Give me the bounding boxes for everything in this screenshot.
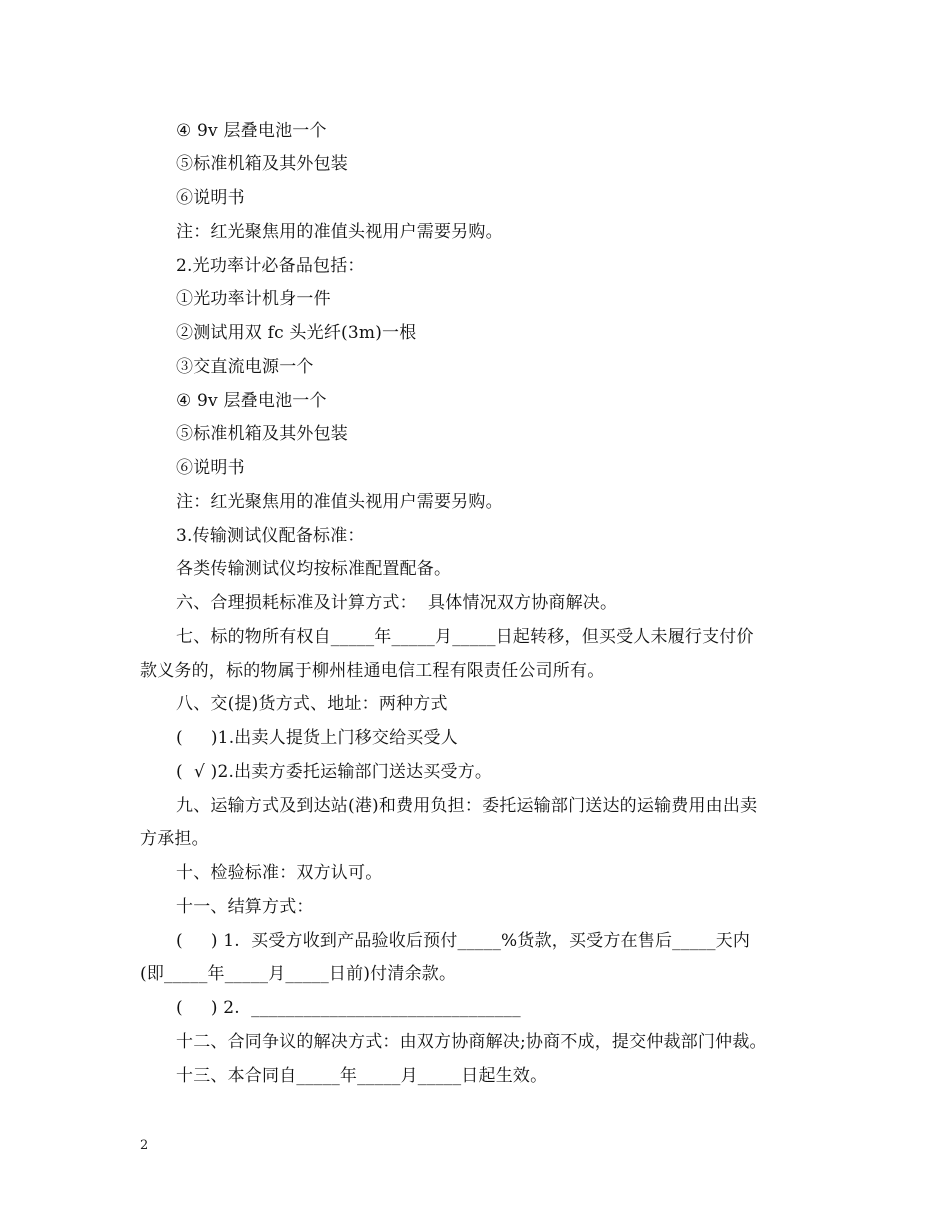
page-number: 2: [140, 1138, 149, 1153]
text-line: 注：红光聚焦用的准值头视用户需要另购。: [176, 222, 503, 242]
text-line: 七、标的物所有权自_____年_____月_____日起转移，但买受人未履行支付价: [176, 627, 754, 647]
text-line: 3.传输测试仪配备标准：: [176, 526, 365, 546]
text-line: ⑤标准机箱及其外包装: [176, 154, 348, 174]
text-line: ③交直流电源一个: [176, 357, 314, 377]
text-line: ④ 9v 层叠电池一个: [176, 391, 327, 411]
text-line: 九、运输方式及到达站(港)和费用负担：委托运输部门送达的运输费用由出卖: [176, 796, 758, 816]
text-line: ⑥说明书: [176, 458, 245, 478]
text-line: 八、交(提)货方式、地址：两种方式: [176, 694, 448, 714]
text-line: 十二、合同争议的解决方式：由双方协商解决;协商不成，提交仲裁部门仲裁。: [176, 1032, 767, 1052]
text-line: (即_____年_____月_____日前)付清余款。: [140, 964, 457, 984]
text-line: ( )1.出卖人提货上门移交给买受人: [176, 728, 458, 748]
text-line: 款义务的，标的物属于柳州桂通电信工程有限责任公司所有。: [140, 661, 605, 681]
text-line: ①光功率计机身一件: [176, 289, 331, 309]
text-line: ⑥说明书: [176, 188, 245, 208]
text-line: ⑤标准机箱及其外包装: [176, 424, 348, 444]
text-line: 十一、结算方式：: [176, 897, 314, 917]
text-line: 注：红光聚焦用的准值头视用户需要另购。: [176, 492, 503, 512]
text-line: 2.光功率计必备品包括：: [176, 256, 365, 276]
text-line: 六、合理损耗标准及计算方式： 具体情况双方协商解决。: [176, 593, 618, 613]
text-line: 方承担。: [140, 829, 209, 849]
text-line: 各类传输测试仪均按标准配置配备。: [176, 559, 452, 579]
text-line: ④ 9v 层叠电池一个: [176, 121, 327, 141]
text-line: 十三、本合同自_____年_____月_____日起生效。: [176, 1066, 548, 1086]
text-line: ②测试用双 fc 头光纤(3m)一根: [176, 323, 417, 343]
text-line: ( √ )2.出卖方委托运输部门送达买受方。: [176, 762, 493, 782]
text-line: ( ) 1. 买受方收到产品验收后预付_____%货款，买受方在售后_____天内: [176, 931, 751, 951]
text-line: 十、检验标准：双方认可。: [176, 863, 383, 883]
text-line: ( ) 2. _______________________________: [176, 998, 521, 1018]
